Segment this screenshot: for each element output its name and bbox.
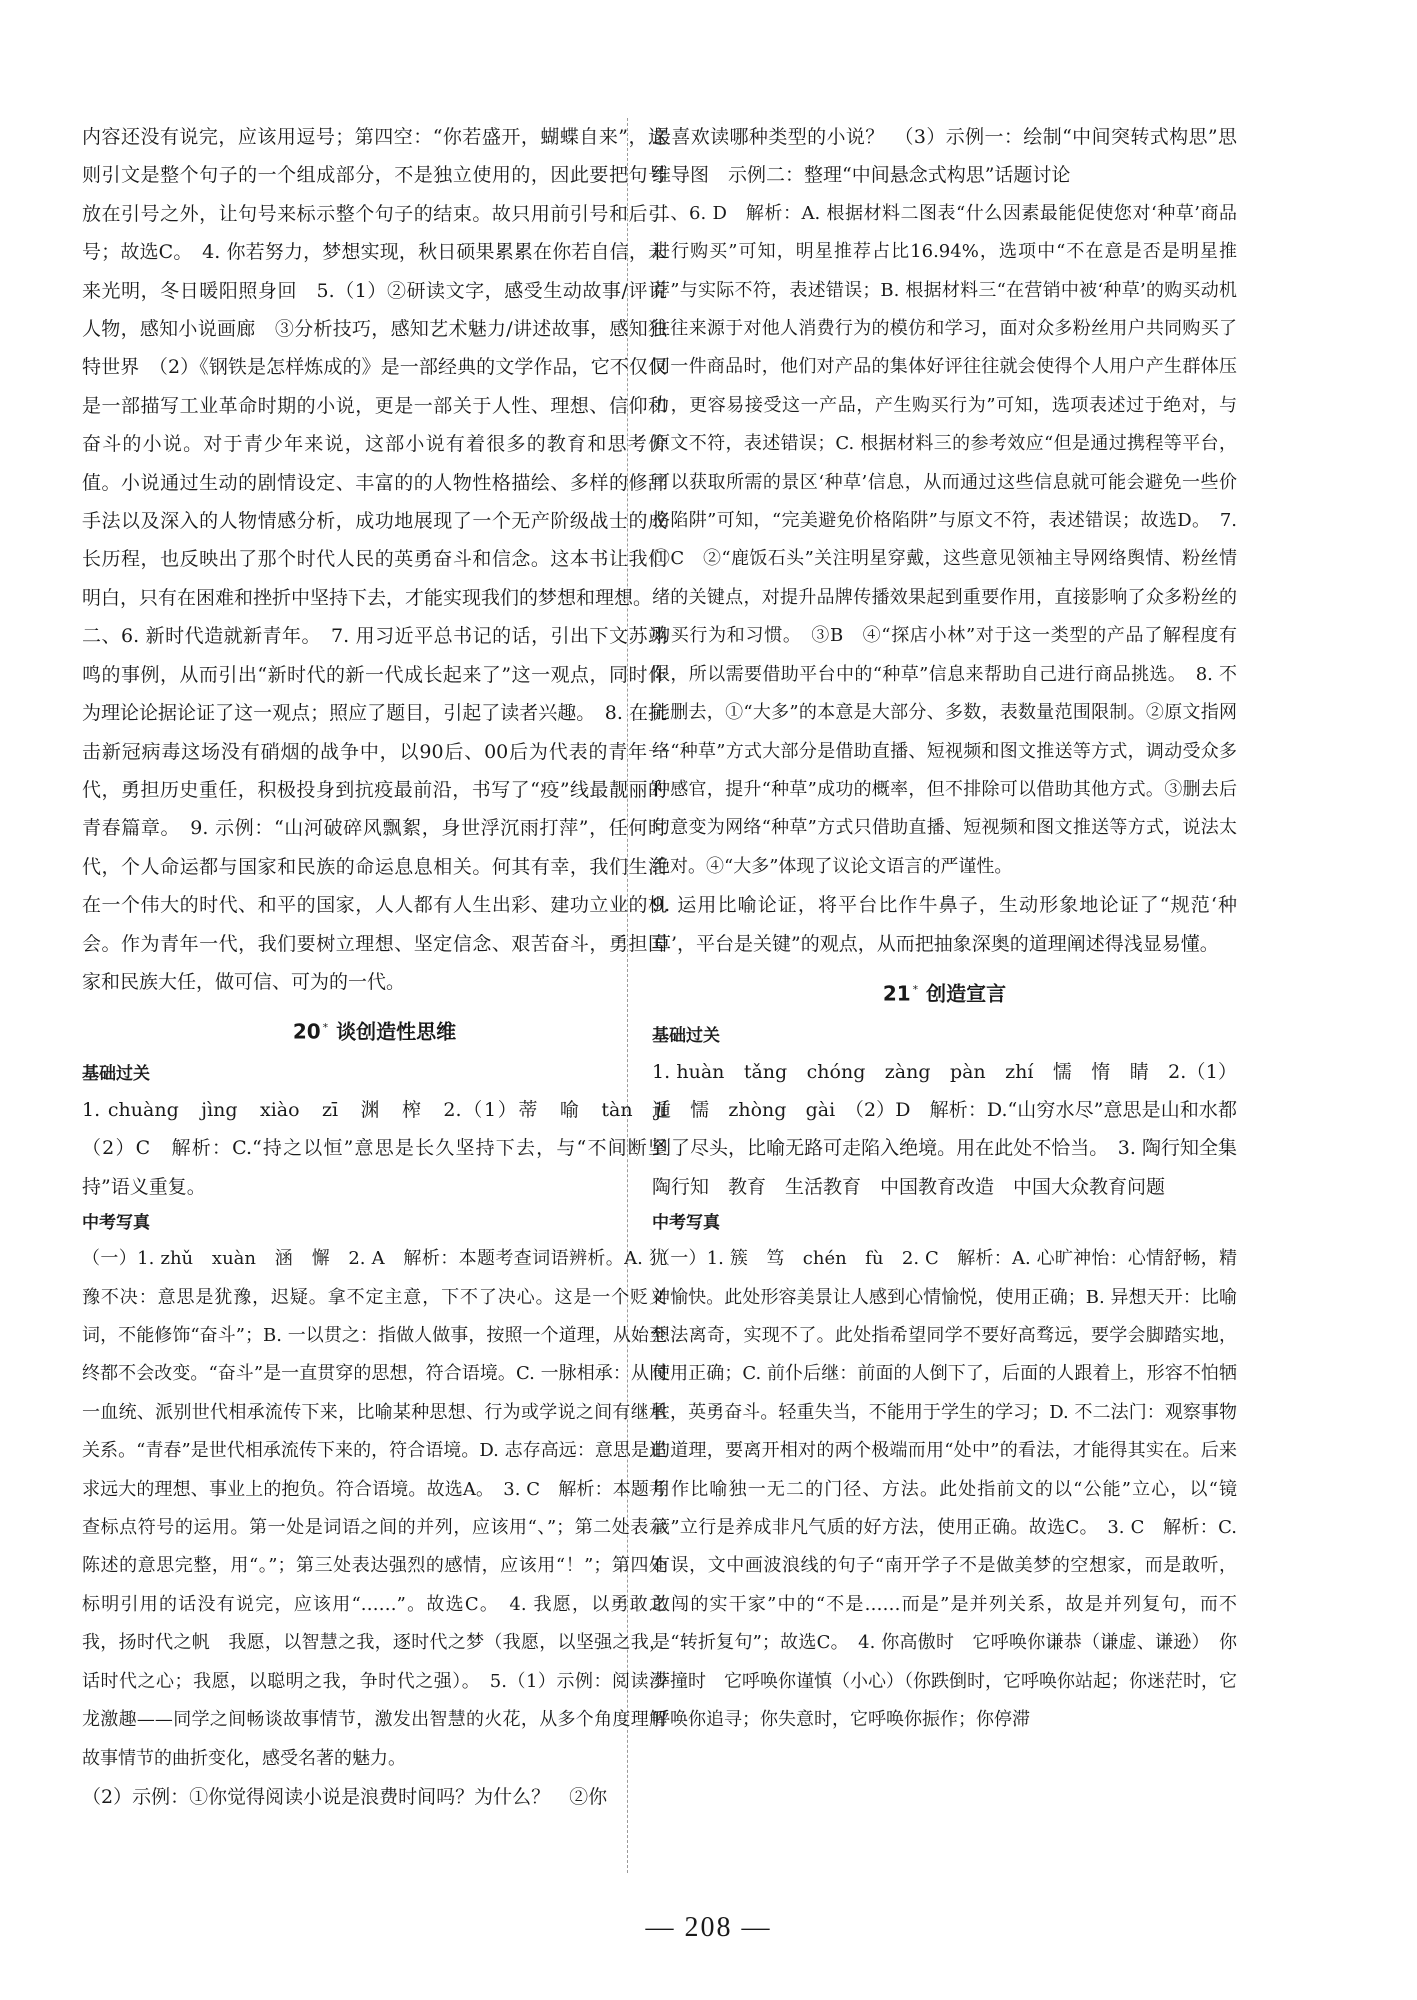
right-answer-block-2: 二、6. D 解析：A. 根据材料二图表“什么因素最能促使您对‘种草’商品进行购买”可知，明星推荐占比16.94%，选项中“不在意是否是明星推荐”与实际不符，表述错误；B. 根据材料三“在营销中被‘种草’的购买动机往往来源于对他人消费行为的模仿和学习，面对众多粉丝用户共同购买了同一件商品时，他们对产品的集体好评往往就会使得个人用户产生群体压力，更容易接受这一产品，产生购买行为”可知，选项表述过于绝对，与原文不符，表述错误；C. 根据材料三的参考效应“但是通过携程等平台，可以获取所需的景区‘种草’信息，从而通过这些信息就可能会避免一些价格陷阱”可知，“完美避免价格陷阱”与原文不符，表述错误；故选D。 7. ①C ②“鹿饭石头”关注明星穿戴，这些意见领袖主导网络舆情、粉丝情绪的关键点，对提升品牌传播效果起到重要作用，直接影响了众多粉丝的购买行为和习惯。 ③B ④“探店小林”对于这一类型的产品了解程度有限，所以需要借助平台中的“种草”信息来帮助自己进行商品挑选。 8. 不能删去，①“大多”的本意是大部分、多数，表数量范围限制。②原文指网络“种草”方式大部分是借助直播、短视频和图文推送等方式，调动受众多种感官，提升“种草”成功的概率，但不排除可以借助其他方式。③删去后句意变为网络“种草”方式只借助直播、短视频和图文推送等方式，说法太绝对。④“大多”体现了议论文语言的严谨性。 xyxy=(652,202,1237,877)
section-number: 21 xyxy=(882,981,911,1006)
subheading-exam: 中考写真 xyxy=(82,1213,150,1234)
left-column xyxy=(82,118,667,1816)
subheading-basic: 基础过关 xyxy=(82,1064,150,1084)
section-number: 20 xyxy=(292,1020,321,1044)
right-answer-block-4: 1. huàn tǎng chóng zàng pàn zhí 懦 惰 睛 2.（1）遁 懦 zhòng gài （2）D 解析：D.“山穷水尽”意思是山和水都到了尽头，比喻无路可走陷入绝境。用在此处不恰当。 3. 陶行知全集 陶行知 教育 生活教育 中国教育改造 中国大众教育问题 xyxy=(652,1060,1257,1198)
section-mark: * xyxy=(322,1021,329,1035)
left-answer-block-1: 内容还没有说完，应该用逗号；第四空：“你若盛开，蝴蝶自来”，这则引文是整个句子的一个组成部分，不是独立使用的，因此要把句号放在引号之外，让句号来标示整个句子的结束。故只用前引号和后引号；故选C。 4. 你若努力，梦想实现，秋日硕果累累在你若自信，未来光明，冬日暖阳照身回 5.（1）②研读文字，感受生动故事/评说人物，感知小说画廊 ③分析技巧，感知艺术魅力/讲述故事，感知独特世界 （2）《钢铁是怎样炼成的》是一部经典的文学作品，它不仅仅是一部描写工业革命时期的小说，更是一部关于人性、理想、信仰和奋斗的小说。对于青少年来说，这部小说有着很多的教育和思考价值。小说通过生动的剧情设定、丰富的的人物性格描绘、多样的修辞手法以及深入的人物情感分析，成功地展现了一个无产阶级战士的成长历程，也反映出了那个时代人民的英勇奋斗和信念。这本书让我们明白，只有在困难和挫折中坚持下去，才能实现我们的梦想和理想。 xyxy=(82,126,667,609)
right-answer-block-5: （一）1. 簇 笃 chén fù 2. C 解析：A. 心旷神怡：心情舒畅，精神愉快。此处形容美景让人感到心情愉悦，使用正确；B. 异想天开：比喻想法离奇，实现不了。此处指希望同学不要好高骛远，要学会脚踏实地，使用正确；C. 前仆后继：前面的人倒下了，后面的人跟着上，形容不怕牺牲，英勇奋斗。轻重失当，不能用于学生的学习；D. 不二法门：观察事物的道理，要离开相对的两个极端而用“处中”的看法，才能得其实在。后来用作比喻独一无二的门径、方法。此处指前文的以“公能”立心，以“镜箴”立行是养成非凡气质的好方法，使用正确。故选C。 3. C 解析：C. 有误，文中画波浪线的句子“南开学子不是做美梦的空想家，而是敢听，敢闯的实干家”中的“不是……而是”是并列关系，故是并列复句，而不是“转折复句”；故选C。 4. 你高傲时 它呼唤你谦恭（谦虚、谦逊） 你莽撞时 它呼唤你谨慎（小心）（你跌倒时，它呼唤你站起；你迷茫时，它呼唤你追寻；你失意时，它呼唤你振作；你停滞 xyxy=(652,1248,1237,1731)
section-title-21 xyxy=(652,971,1237,1013)
section-title-20 xyxy=(82,1009,667,1051)
page-number: — 208 — xyxy=(645,1912,772,1943)
section-title-text: 创造宣言 xyxy=(926,981,1007,1006)
section-title-text: 谈创造性思维 xyxy=(336,1020,457,1044)
right-column xyxy=(652,118,1257,1740)
left-answer-block-4: （一）1. zhǔ xuàn 涵 懈 2. A 解析：本题考查词语辨析。A. 犹豫不决：意思是犹豫，迟疑。拿不定主意，下不了决心。这是一个贬义词，不能修饰“奋斗”；B. 一以贯之：指做人做事，按照一个道理，从始至终都不会改变。“奋斗”是一直贯穿的思想，符合语境。C. 一脉相承：从同一血统、派别世代相承流传下来，比喻某种思想、行为或学说之间有继承关系。“青春”是世代相承流传下来的，符合语境。D. 志存高远：意思是追求远大的理想、事业上的抱负。符合语境。故选A。 3. C 解析：本题考查标点符号的运用。第一处是词语之间的并列，应该用“、”；第二处表示陈述的意思完整，用“。”；第三处表达强烈的感情，应该用“！”；第四处标明引用的话没有说完，应该用“……”。故选C。 4. 我愿，以勇敢之我，扬时代之帆 我愿，以智慧之我，逐时代之梦（我愿，以坚强之我，话时代之心；我愿，以聪明之我，争时代之强）。 5.（1）示例：阅读沙龙激趣——同学之间畅谈故事情节，激发出智慧的火花，从多个角度理解故事情节的曲折变化，感受名著的魅力。 xyxy=(82,1248,667,1769)
subheading-basic: 基础过关 xyxy=(652,1025,720,1046)
left-answer-block-3: 1. chuàng jìng xiào zī 渊 榨 2.（1）蒂 喻 tàn jí（2）C 解析：C.“持之以恒”意思是长久坚持下去，与“不间断坚持”语义重复。 xyxy=(82,1099,667,1198)
left-answer-block-5: （2）示例：①你觉得阅读小说是浪费时间吗？为什么？ ②你 xyxy=(82,1785,608,1808)
subheading-exam: 中考写真 xyxy=(652,1213,720,1234)
left-answer-block-2: 二、6. 新时代造就新青年。 7. 用习近平总书记的话，引出下文苏翊鸣的事例，从而引出“新时代的新一代成长起来了”这一观点，同时作为理论论据论证了这一观点；照应了题目，引起了读者兴趣。 8. 在抗击新冠病毒这场没有硝烟的战争中，以90后、00后为代表的青年一代，勇担历史重任，积极投身到抗疫最前沿，书写了“疫”线最靓丽的青春篇章。 9. 示例：“山河破碎风飘絮，身世浮沉雨打萍”，任何时代，个人命运都与国家和民族的命运息息相关。何其有幸，我们生活在一个伟大的时代、和平的国家，人人都有人生出彩、建功立业的机会。作为青年一代，我们要树立理想、坚定信念、艰苦奋斗，勇担国家和民族大任，做可信、可为的一代。 xyxy=(82,625,667,993)
section-mark: * xyxy=(912,982,919,996)
right-answer-block-1: 最喜欢读哪种类型的小说？ （3）示例一：绘制“中间突转式构思”思维导图 示例二：整理“中间悬念式构思”话题讨论 xyxy=(652,126,1237,187)
right-answer-block-3: 9. 运用比喻论证，将平台比作牛鼻子，生动形象地论证了“规范‘种草’，平台是关键”的观点，从而把抽象深奥的道理阐述得浅显易懂。 xyxy=(652,894,1237,955)
